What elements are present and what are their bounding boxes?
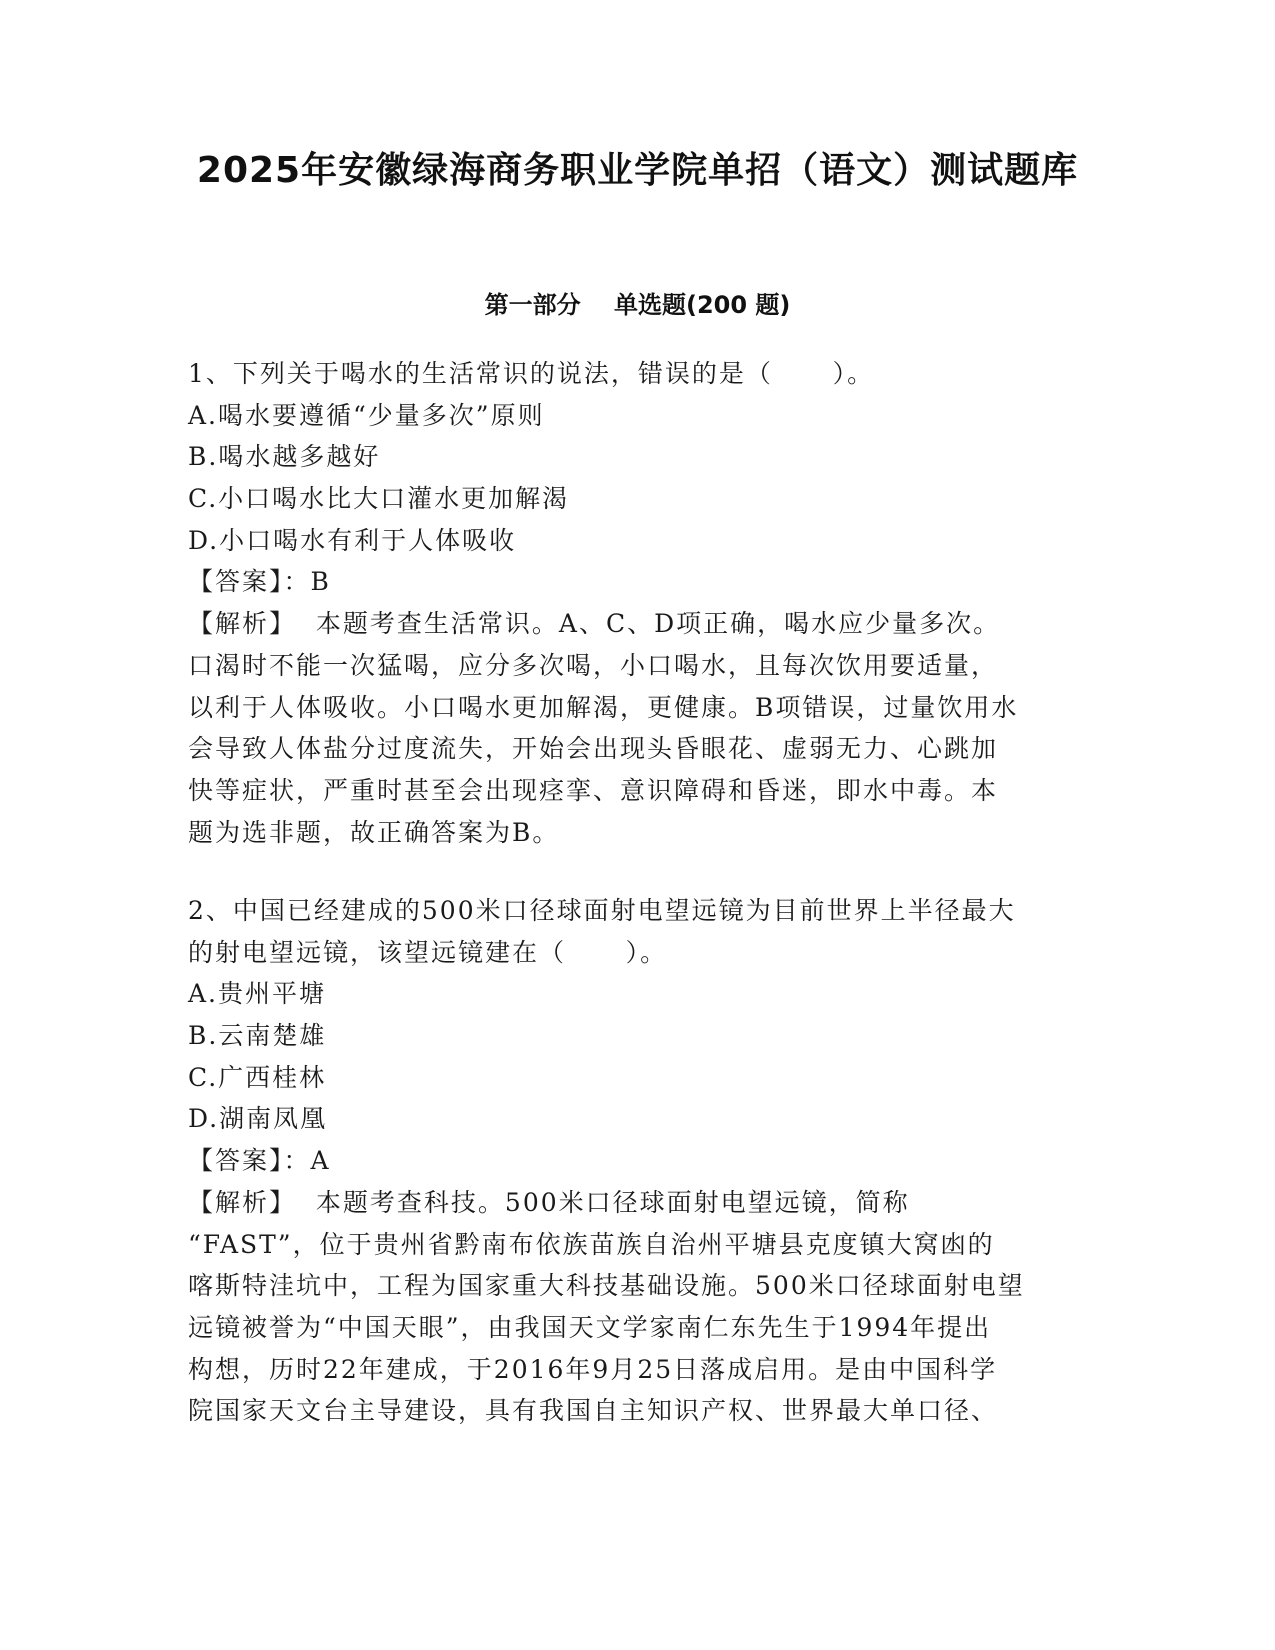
- analysis-text: 口渴时不能一次猛喝，应分多次喝，小口喝水，且每次饮用要适量，: [188, 650, 999, 680]
- answer-label: 【答案】: [188, 1146, 284, 1176]
- analysis-line: [188, 603, 1088, 645]
- option-a: A.贵州平塘: [188, 979, 327, 1009]
- analysis-text: 院国家天文台主导建设，具有我国自主知识产权、世界最大单口径、: [188, 1396, 999, 1426]
- analysis-text: 本题考查生活常识。A、C、D项正确，喝水应少量多次。: [296, 609, 1001, 639]
- document-title: 2025年安徽绿海商务职业学院单招（语文）测试题库: [196, 150, 1079, 191]
- answer-label: 【答案】: [188, 567, 284, 597]
- question-stem: 2、中国已经建成的500米口径球面射电望远镜为目前世界上半径最大: [188, 896, 1016, 925]
- analysis-label: 【解析】: [188, 1187, 297, 1217]
- analysis-text: 题为选非题，故正确答案为B。: [188, 817, 560, 847]
- option-b: B.云南楚雄: [188, 1021, 327, 1051]
- answer-value: ：B: [283, 567, 331, 597]
- analysis-text: 喀斯特洼坑中，工程为国家重大科技基础设施。500米口径球面射电望: [188, 1271, 1025, 1301]
- answer-line: [188, 561, 1088, 603]
- analysis-text: 远镜被誉为“中国天眼”，由我国天文学家南仁东先生于1994年提出: [188, 1312, 992, 1342]
- analysis-text: 快等症状，严重时甚至会出现痉挛、意识障碍和昏迷，即水中毒。本: [188, 775, 999, 805]
- analysis-text: 以利于人体吸收。小口喝水更加解渴，更健康。B项错误，过量饮用水: [188, 692, 1019, 722]
- question-1: [188, 353, 1088, 853]
- answer-value: ：A: [283, 1146, 331, 1176]
- analysis-line: [188, 1182, 1088, 1224]
- analysis-text: 构想，历时22年建成，于2016年9月25日落成启用。是由中国科学: [188, 1354, 998, 1384]
- analysis-text: 会导致人体盐分过度流失，开始会出现头昏眼花、虚弱无力、心跳加: [188, 734, 999, 764]
- question-2: [188, 890, 1088, 1432]
- analysis-label: 【解析】: [188, 609, 297, 639]
- option-a: A.喝水要遵循“少量多次”原则: [188, 400, 545, 430]
- option-d: D.小口喝水有利于人体吸收: [188, 525, 517, 555]
- option-b: B.喝水越多越好: [188, 442, 381, 472]
- section-title: 第一部分 单选题(200 题): [484, 291, 791, 319]
- analysis-text: 本题考查科技。500米口径球面射电望远镜，简称: [296, 1187, 910, 1217]
- option-c: C.小口喝水比大口灌水更加解渴: [188, 484, 570, 514]
- question-stem: 的射电望远镜，该望远镜建在（ ）。: [188, 937, 668, 967]
- analysis-text: “FAST”，位于贵州省黔南布依族苗族自治州平塘县克度镇大窝凼的: [188, 1229, 995, 1259]
- question-stem: 1、下列关于喝水的生活常识的说法，错误的是（ ）。: [188, 359, 875, 388]
- option-c: C.广西桂林: [188, 1062, 327, 1092]
- answer-line: [188, 1140, 1088, 1182]
- option-d: D.湖南凤凰: [188, 1104, 328, 1134]
